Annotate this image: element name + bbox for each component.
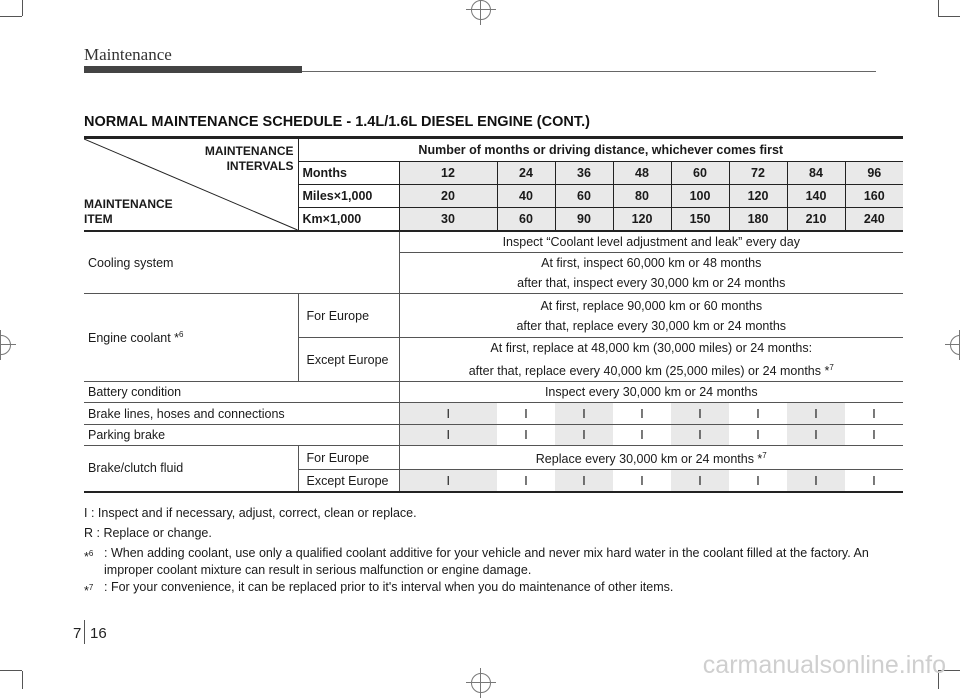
mark-cell: I	[845, 425, 903, 446]
item-brake-lines: Brake lines, hoses and connections	[84, 403, 399, 425]
maintenance-schedule-table	[84, 136, 903, 493]
mark-cell: I	[845, 403, 903, 425]
mark-cell: I	[555, 425, 613, 446]
item-engine-coolant	[84, 294, 298, 382]
mark-cell: I	[671, 425, 729, 446]
item-brake-clutch-fluid: Brake/clutch fluid	[84, 446, 298, 492]
coolant-except-line2	[402, 358, 902, 381]
header-row-description	[84, 138, 903, 162]
mark-cell: I	[555, 470, 613, 492]
mark-cell: I	[671, 470, 729, 492]
coolant-europe-label: For Europe	[298, 294, 399, 338]
months-label: Months	[298, 162, 399, 185]
footnote-number: 7	[88, 583, 94, 592]
crop-mark	[938, 0, 939, 16]
registration-mark-icon	[471, 0, 491, 20]
fluid-europe-label: For Europe	[298, 446, 399, 470]
months-cell: 84	[787, 162, 845, 185]
item-label-line1: MAINTENANCE	[84, 197, 173, 211]
miles-cell: 20	[399, 185, 497, 208]
legend-inspect: I : Inspect and if necessary, adjust, correct, clean or replace.	[84, 506, 417, 520]
miles-cell: 60	[555, 185, 613, 208]
footnote-ref: 7	[829, 363, 834, 372]
registration-mark-icon	[471, 673, 491, 693]
mark-cell: I	[613, 470, 671, 492]
battery-text: Inspect every 30,000 km or 24 months	[399, 382, 903, 403]
miles-cell: 120	[729, 185, 787, 208]
km-cell: 210	[787, 208, 845, 232]
footer-divider	[84, 620, 85, 644]
coolant-except-line1: At first, replace at 48,000 km (30,000 miles) or 24 months:	[490, 341, 813, 355]
cooling-interval-line1: At first, inspect 60,000 km or 48 months	[541, 256, 762, 270]
footnote-7	[84, 579, 874, 599]
mark-cell: I	[787, 403, 845, 425]
months-cell: 60	[671, 162, 729, 185]
mark-cell: I	[399, 470, 497, 492]
intervals-label-line1: MAINTENANCE	[204, 144, 294, 158]
months-cell: 12	[399, 162, 497, 185]
intervals-label-line2: INTERVALS	[226, 159, 294, 173]
item-battery-condition: Battery condition	[84, 382, 399, 403]
watermark: carmanualsonline.info	[702, 651, 946, 679]
mark-cell: I	[845, 470, 903, 492]
table-row	[84, 403, 903, 425]
footnote-7-text: : For your convenience, it can be replaced prior to it's interval when you do maintenance of other items.	[104, 580, 674, 594]
table-row	[84, 231, 903, 253]
footnote-6-text: : When adding coolant, use only a qualified coolant additive for your vehicle and never mix hard water in the coolant filled at the factory. An improper coolant mixture can result in serious malfunction or engine damage.	[104, 546, 869, 577]
miles-cell: 80	[613, 185, 671, 208]
months-cell: 72	[729, 162, 787, 185]
mark-cell: I	[729, 403, 787, 425]
table-row	[84, 446, 903, 470]
item-label-line2: ITEM	[84, 212, 113, 226]
miles-cell: 40	[497, 185, 555, 208]
interval-description: Number of months or driving distance, whichever comes first	[298, 138, 903, 162]
months-cell: 24	[497, 162, 555, 185]
coolant-except-europe-label: Except Europe	[298, 338, 399, 382]
mark-cell: I	[729, 425, 787, 446]
crop-mark	[0, 16, 22, 17]
footnote-ref: 7	[762, 451, 767, 461]
page-number: 16	[90, 625, 107, 642]
item-label	[84, 197, 173, 227]
months-cell: 48	[613, 162, 671, 185]
crop-mark	[22, 0, 23, 16]
months-cell: 36	[555, 162, 613, 185]
footnote-star: *	[84, 584, 89, 599]
mark-cell: I	[497, 470, 555, 492]
mark-cell: I	[729, 470, 787, 492]
mark-cell: I	[671, 403, 729, 425]
miles-label: Miles×1,000	[298, 185, 399, 208]
km-cell: 30	[399, 208, 497, 232]
fluid-europe-text-value: Replace every 30,000 km or 24 months *	[535, 452, 763, 467]
footnote-6-key	[84, 545, 93, 566]
miles-cell: 140	[787, 185, 845, 208]
km-cell: 90	[555, 208, 613, 232]
coolant-europe-text	[399, 294, 903, 338]
coolant-europe-line1: At first, replace 90,000 km or 60 months	[540, 298, 763, 313]
mark-cell: I	[613, 425, 671, 446]
legend-replace: R : Replace or change.	[84, 526, 212, 540]
km-cell: 120	[613, 208, 671, 232]
miles-cell: 100	[671, 185, 729, 208]
header-rule	[302, 71, 876, 72]
coolant-except-line2-text: after that, replace every 40,000 km (25,000 miles) or 24 months *	[468, 364, 830, 379]
km-cell: 240	[845, 208, 903, 232]
crop-mark	[938, 16, 960, 17]
mark-cell: I	[497, 403, 555, 425]
miles-cell: 160	[845, 185, 903, 208]
footnote-ref: 6	[179, 330, 184, 339]
cooling-daily-text: Inspect “Coolant level adjustment and leak” every day	[399, 231, 903, 253]
section-header: Maintenance	[84, 45, 172, 64]
km-cell: 150	[671, 208, 729, 232]
mark-cell: I	[555, 403, 613, 425]
item-parking-brake: Parking brake	[84, 425, 399, 446]
months-cell: 96	[845, 162, 903, 185]
km-label: Km×1,000	[298, 208, 399, 232]
mark-cell: I	[787, 470, 845, 492]
registration-mark-icon	[950, 335, 960, 355]
coolant-europe-line2: after that, replace every 30,000 km or 24 months	[516, 318, 787, 333]
intervals-label	[205, 144, 294, 174]
footnote-number: 6	[88, 549, 94, 558]
table-row	[84, 294, 903, 338]
cooling-interval-line2: after that, inspect every 30,000 km or 24 months	[517, 276, 786, 290]
mark-cell: I	[787, 425, 845, 446]
engine-coolant-label: Engine coolant *	[88, 331, 180, 346]
page-title: NORMAL MAINTENANCE SCHEDULE - 1.4L/1.6L DIESEL ENGINE (CONT.)	[84, 114, 590, 130]
cooling-interval-text	[399, 253, 903, 294]
header-diagonal-cell	[84, 138, 298, 232]
item-cooling-system: Cooling system	[84, 231, 399, 294]
footnote-star: *	[84, 550, 89, 565]
table-row	[84, 425, 903, 446]
km-cell: 180	[729, 208, 787, 232]
table-row	[84, 382, 903, 403]
km-cell: 60	[497, 208, 555, 232]
fluid-europe-text	[399, 446, 903, 470]
mark-cell: I	[613, 403, 671, 425]
coolant-except-europe-text	[399, 338, 903, 382]
mark-cell: I	[399, 425, 497, 446]
crop-mark	[22, 671, 23, 689]
footnote-6	[84, 545, 874, 579]
crop-mark	[0, 670, 22, 671]
footnote-7-key	[84, 579, 93, 600]
header-bar	[84, 66, 302, 73]
chapter-number: 7	[73, 625, 82, 642]
mark-cell: I	[399, 403, 497, 425]
legend	[84, 505, 874, 599]
fluid-except-europe-label: Except Europe	[298, 470, 399, 492]
mark-cell: I	[497, 425, 555, 446]
registration-mark-icon	[0, 335, 11, 355]
